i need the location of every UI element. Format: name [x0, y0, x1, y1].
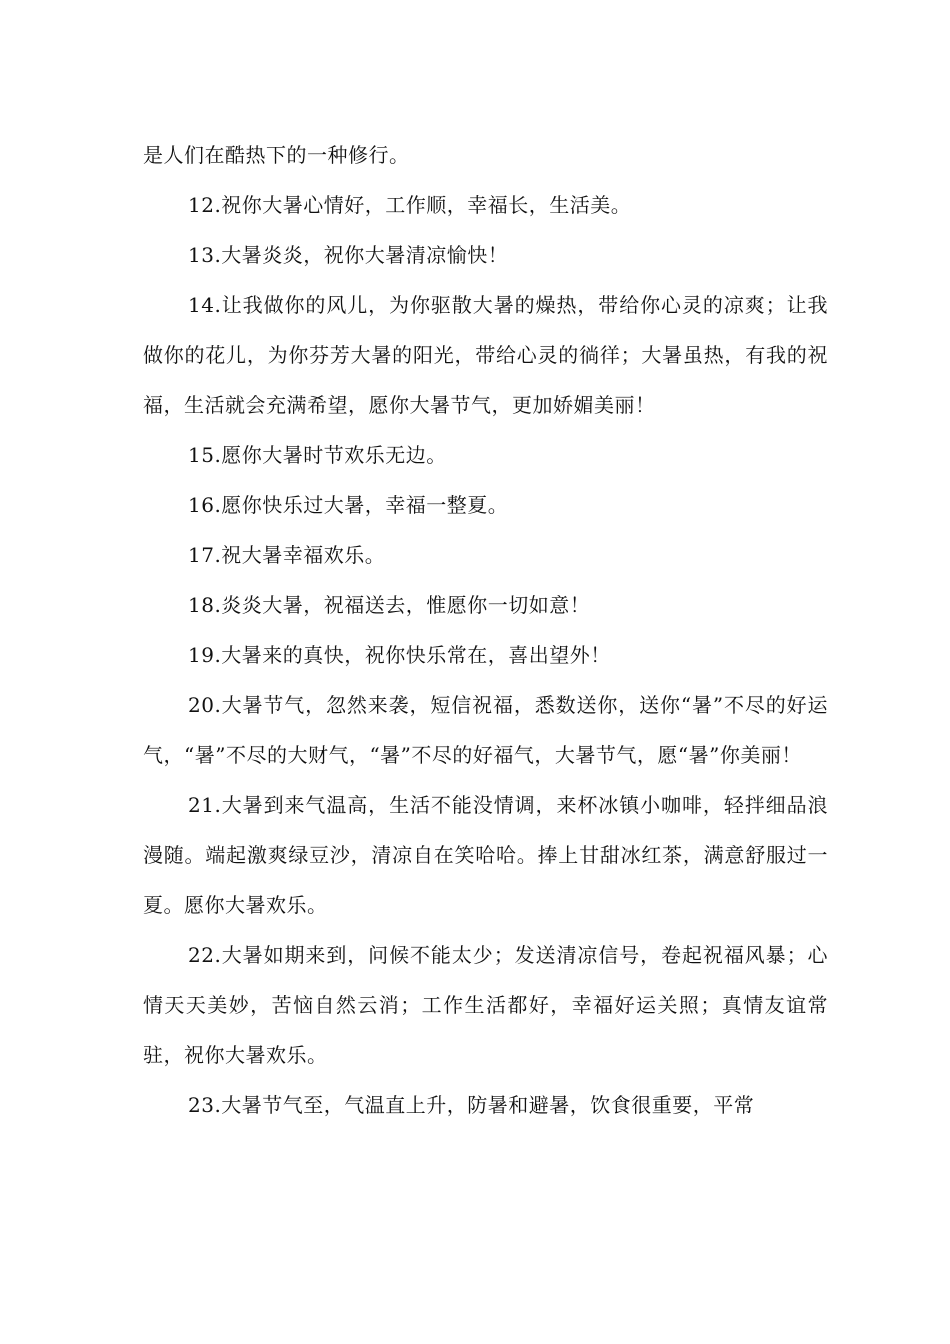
paragraph-item-15: 15.愿你大暑时节欢乐无边。 — [188, 443, 447, 467]
paragraph-item-13: 13.大暑炎炎，祝你大暑清凉愉快！ — [188, 243, 509, 267]
paragraph-item-14: 14.让我做你的风儿，为你驱散大暑的燥热，带给你心灵的凉爽；让我做你的花儿，为你芬芳大暑的阳光，带给心灵的徜徉；大暑虽热，有我的祝福，生活就会充满希望，愿你大暑节气，更加娇媚美丽！ — [143, 293, 828, 417]
paragraph-item-23: 23.大暑节气至，气温直上升，防暑和避暑，饮食很重要，平常 — [188, 1093, 755, 1117]
paragraph-item-21: 21.大暑到来气温高，生活不能没情调，来杯冰镇小咖啡，轻拌细品浪漫随。端起激爽绿豆沙，清凉自在笑哈哈。捧上甘甜冰红茶，满意舒服过一夏。愿你大暑欢乐。 — [143, 793, 828, 917]
paragraph-item-19: 19.大暑来的真快，祝你快乐常在，喜出望外！ — [188, 643, 611, 667]
document-body — [143, 130, 828, 1130]
paragraph-item-18: 18.炎炎大暑，祝福送去，惟愿你一切如意！ — [188, 593, 591, 617]
paragraph-item-20: 20.大暑节气，忽然来袭，短信祝福，悉数送你，送你“暑”不尽的好运气，“暑”不尽的大财气，“暑”不尽的好福气，大暑节气，愿“暑”你美丽！ — [143, 693, 828, 767]
paragraph-item-22: 22.大暑如期来到，问候不能太少；发送清凉信号，卷起祝福风暴；心情天天美妙，苦恼自然云消；工作生活都好，幸福好运关照；真情友谊常驻，祝你大暑欢乐。 — [143, 943, 828, 1067]
paragraph-item-16: 16.愿你快乐过大暑，幸福一整夏。 — [188, 493, 509, 517]
paragraph-item-17: 17.祝大暑幸福欢乐。 — [188, 543, 386, 567]
paragraph-item-12: 12.祝你大暑心情好，工作顺，幸福长，生活美。 — [188, 193, 632, 217]
paragraph-continuation: 是人们在酷热下的一种修行。 — [143, 143, 410, 167]
